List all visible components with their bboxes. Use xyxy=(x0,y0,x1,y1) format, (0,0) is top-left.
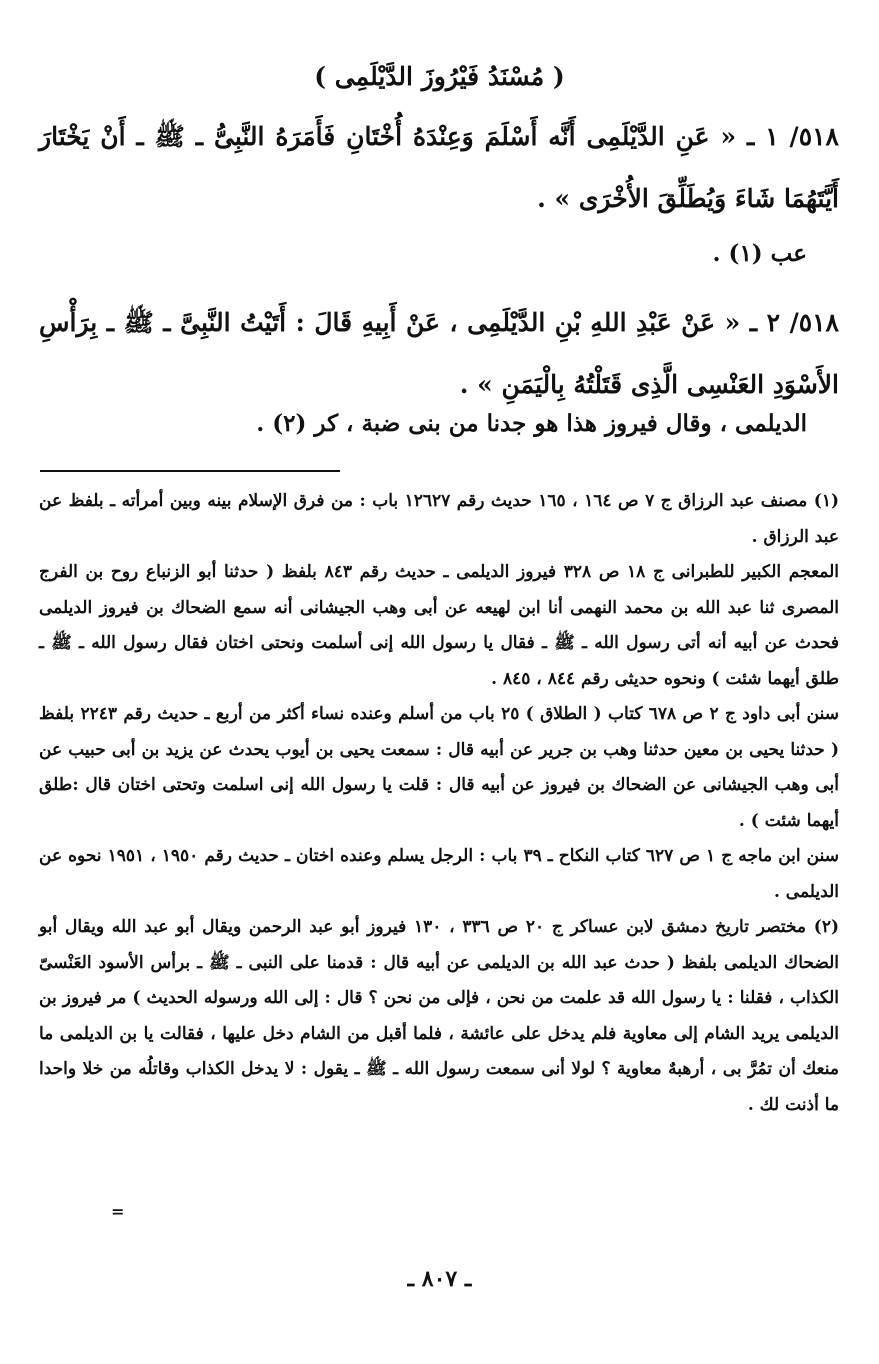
footnote-2: (٢) مختصر تاريخ دمشق لابن عساكر ج ٢٠ ص ٣٣٦ ، ١٣٠ فيروز أبو عبد الرحمن ويقال أبو عبد الله ويقال أبو الضحاك الديلمى بلفظ ( حدث عبد الله بن الديلمى عن أبيه قال : قدمنا على النبى ـ ﷺ ـ برأس الأسود العَنْسىّ الكذاب ، فقلنا : يا رسول الله قد علمت من نحن ، فإلى من نحن ؟ قال : إلى الله ورسوله الحديث ) مر فيروز بن الديلمى يريد الشام إلى معاوية فلم يدخل على عائشة ، فلما أقبل من الشام دخل عليها ، فقالت يا بن الديلمى ما منعك أن تمُرَّ بى ، أرهبهٌ معاوية ؟ لولا أنى سمعت رسول الله ـ ﷺ ـ يقول : لا يدخل الكذاب وقاتلُه من خلا واحدا ما أذنت لك . xyxy=(39,917,840,1115)
section-title: ( مُسْنَدُ فَيْرُوزَ الدَّيْلَمِى ) xyxy=(314,62,565,91)
footnote-1-abudawud: سنن أبى داود ج ٢ ص ٦٧٨ كتاب ( الطلاق ) ٢٥ باب من أسلم وعنده نساء أكثر من أربع ـ حديث رقم ٢٢٤٣ بلفظ ( حدثنا يحيى بن معين حدثنا وهب بن جرير عن أبيه قال : سمعت يحيى بن أيوب يحدث عن يزيد بن أبى حبيب عن أبى وهب الجيشانى عن الضحاك بن فيروز عن أبيه قال : قلت يا رسول الله إنى اسلمت وتحتى اختان قال :طلق أيهما شئت ) . xyxy=(39,704,839,831)
hadith-source-2: الديلمى ، وقال فيروز هذا هو جدنا من بنى ضبة ، كر (٢) . xyxy=(256,410,807,437)
hadith-source-1: عب (١) . xyxy=(712,240,807,267)
footnote-1-tabarani: المعجم الكبير للطبرانى ج ١٨ ص ٣٢٨ فيروز الديلمى ـ حديث رقم ٨٤٣ بلفظ ( حدثنا أبو الزنباع روح بن الفرج المصرى ثنا عبد الله بن محمد النهمى أنا ابن لهيعه عن أبى وهب الجيشانى أنه سمع الضحاك بن فيروز الديلمى فحدث عن أبيه أنه أتى رسول الله ـ ﷺ ـ فقال يا رسول الله إنى أسلمت ونحتى اختان فقال رسول الله ـ ﷺ ـ طلق أيهما شئت ) ونحوه حديثى رقم ٨٤٤ ، ٨٤٥ . xyxy=(39,562,839,689)
footnote-1: (١) مصنف عبد الرزاق ج ٧ ص ١٦٤ ، ١٦٥ حديث رقم ١٢٦٢٧ باب : من فرق الإسلام بينه وبين أمرأته ـ بلفظ عن عبد الرزاق . xyxy=(39,491,840,547)
footnote-1-ibnmajah: سنن ابن ماجه ج ١ ص ٦٢٧ كتاب النكاح ـ ٣٩ باب : الرجل يسلم وعنده اختان ـ حديث رقم ١٩٥٠ ، ١٩٥١ نحوه عن الديلمى . xyxy=(39,846,839,902)
page-number: ـ ٨٠٧ ـ xyxy=(407,1266,472,1292)
footnotes xyxy=(39,484,839,1123)
hadith-text-2: ٥١٨/ ٢ ـ « عَنْ عَبْدِ اللهِ بْنِ الدَّيْلَمِى ، عَنْ أَبِيهِ قَالَ : أَتَيْتُ النَّبِىَّ ـ ﷺ ـ بِرَأْسِ الأَسْوَدِ العَنْسِى الَّذِى قَتَلْتُهُ بِالْيَمَنِ » . xyxy=(39,308,839,399)
hadith-text-1: ٥١٨/ ١ ـ « عَنِ الدَّيْلَمِى أَنَّه أَسْلَمَ وَعِنْدَهُ أُخْتَانِ فَأَمَرَهُ النَّبِىُّ ـ ﷺ ـ أَنْ يَخْتَارَ أَيَّتَهُمَا شَاءَ وَيُطَلِّقَ الأُخْرَى » . xyxy=(39,122,839,213)
margin-mark: = xyxy=(111,1202,125,1221)
footnote-divider xyxy=(40,470,340,472)
